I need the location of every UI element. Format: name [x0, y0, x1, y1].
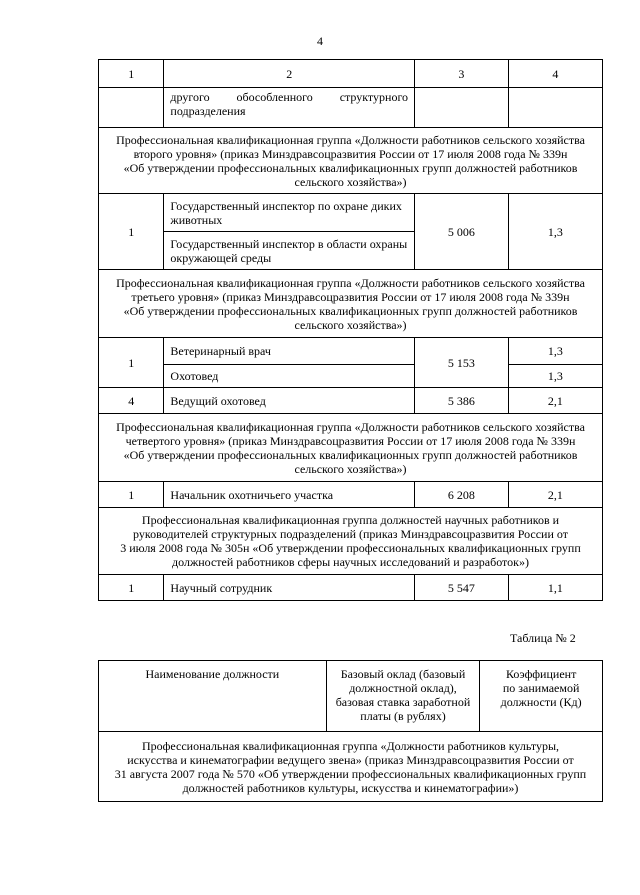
column-number-4: 4	[508, 60, 602, 88]
group-line-4: сельского хозяйства»)	[294, 461, 407, 476]
group-heading-3rd-level	[99, 270, 603, 338]
group-line-1: Профессиональная квалификационная группа «Должности работников сельского хозяйства	[116, 275, 585, 290]
group-heading-science	[99, 508, 603, 575]
empty-cell	[415, 88, 509, 128]
position-name: Охотовед	[164, 365, 415, 388]
level-cell: 1	[99, 575, 164, 601]
table-row	[99, 388, 603, 414]
group-line-1: Профессиональная квалификационная группа должностей научных работников и	[141, 513, 560, 527]
group-line-3: 31 августа 2007 года № 570 «Об утверждении профессиональных квалификационных групп	[114, 766, 587, 781]
salary-cell: 5 006	[415, 194, 509, 270]
group-heading-row	[99, 732, 603, 802]
salary-cell: 6 208	[415, 482, 509, 508]
group-line-2: искусства и кинематографии ведущего звена» (приказ Минздравсоцразвития России от	[127, 752, 574, 767]
group-heading-row	[99, 128, 603, 194]
position-name: Государственный инспектор по охране диких животных	[164, 194, 415, 232]
level-cell: 1	[99, 338, 164, 388]
position-name-continuation	[164, 88, 415, 128]
continuation-row	[99, 88, 603, 128]
group-line-3: «Об утверждении профессиональных квалификационных групп должностей работников	[123, 160, 578, 175]
header-line: по занимаемой	[502, 681, 580, 695]
salary-cell: 5 547	[415, 575, 509, 601]
coefficient-cell: 1,1	[508, 575, 602, 601]
continuation-line-2: подразделения	[170, 104, 246, 118]
continuation-line-1: другого обособленного структурного	[170, 90, 409, 104]
coefficient-cell: 1,3	[508, 365, 602, 388]
header-line: платы (в рублях)	[360, 709, 446, 723]
group-heading-culture	[99, 732, 603, 802]
group-line-4: сельского хозяйства»)	[294, 317, 407, 332]
group-line-4: должностей работников сферы научных исследований и разработок»)	[172, 555, 529, 569]
page-number: 4	[317, 34, 323, 48]
salary-table-2	[98, 660, 603, 802]
header-position-name: Наименование должности	[99, 661, 327, 732]
level-cell: 4	[99, 388, 164, 414]
coefficient-cell: 1,3	[508, 338, 602, 365]
column-number-2: 2	[164, 60, 415, 88]
header-line: Базовый оклад (базовый	[340, 667, 466, 681]
empty-cell	[508, 88, 602, 128]
column-number-1: 1	[99, 60, 164, 88]
group-line-2: руководителей структурных подразделений (приказ Минздравсоцразвития России от	[133, 527, 568, 541]
header-row	[99, 661, 603, 732]
coefficient-cell: 1,3	[508, 194, 602, 270]
table-row	[99, 338, 603, 365]
group-line-1: Профессиональная квалификационная группа «Должности работников сельского хозяйства	[116, 132, 585, 147]
group-line-4: сельского хозяйства»)	[294, 174, 407, 189]
position-name: Государственный инспектор в области охраны окружающей среды	[164, 232, 415, 270]
position-name: Ведущий охотовед	[164, 388, 415, 414]
table-row	[99, 194, 603, 232]
group-heading-row	[99, 508, 603, 575]
table-caption: Таблица № 2	[510, 631, 576, 645]
group-line-4: должностей работников культуры, искусства и кинематографии»)	[182, 780, 519, 795]
salary-cell: 5 386	[415, 388, 509, 414]
level-cell: 1	[99, 482, 164, 508]
table-row	[99, 482, 603, 508]
column-number-row	[99, 60, 603, 88]
empty-cell	[99, 88, 164, 128]
header-base-salary	[326, 661, 480, 732]
group-line-2: четвертого уровня» (приказ Минздравсоцразвития России от 17 июля 2008 года № 339н	[125, 433, 576, 448]
level-cell: 1	[99, 194, 164, 270]
group-heading-2nd-level	[99, 128, 603, 194]
coefficient-cell: 2,1	[508, 388, 602, 414]
group-heading-row	[99, 414, 603, 482]
header-line: должностной оклад),	[349, 681, 457, 695]
position-name: Научный сотрудник	[164, 575, 415, 601]
column-number-3: 3	[415, 60, 509, 88]
header-line: Коэффициент	[505, 667, 577, 681]
group-line-3: «Об утверждении профессиональных квалификационных групп должностей работников	[123, 303, 578, 318]
group-line-1: Профессиональная квалификационная группа «Должности работников культуры,	[141, 738, 560, 753]
salary-table-1	[98, 59, 603, 601]
salary-cell: 5 153	[415, 338, 509, 388]
table-row	[99, 575, 603, 601]
group-line-1: Профессиональная квалификационная группа «Должности работников сельского хозяйства	[116, 419, 585, 434]
header-coefficient	[480, 661, 603, 732]
header-line: должности (Кд)	[500, 695, 582, 709]
group-heading-4th-level	[99, 414, 603, 482]
position-name: Ветеринарный врач	[164, 338, 415, 365]
group-line-3: 3 июля 2008 года № 305н «Об утверждении профессиональных квалификационных групп	[120, 541, 581, 555]
group-line-2: третьего уровня» (приказ Минздравсоцразвития России от 17 июля 2008 года № 339н	[131, 289, 570, 304]
position-name: Начальник охотничьего участка	[164, 482, 415, 508]
group-line-3: «Об утверждении профессиональных квалификационных групп должностей работников	[123, 447, 578, 462]
group-line-2: второго уровня» (приказ Минздравсоцразвития России от 17 июля 2008 года № 339н	[133, 146, 568, 161]
coefficient-cell: 2,1	[508, 482, 602, 508]
table-row	[99, 365, 603, 388]
group-heading-row	[99, 270, 603, 338]
header-line: базовая ставка заработной	[335, 695, 471, 709]
